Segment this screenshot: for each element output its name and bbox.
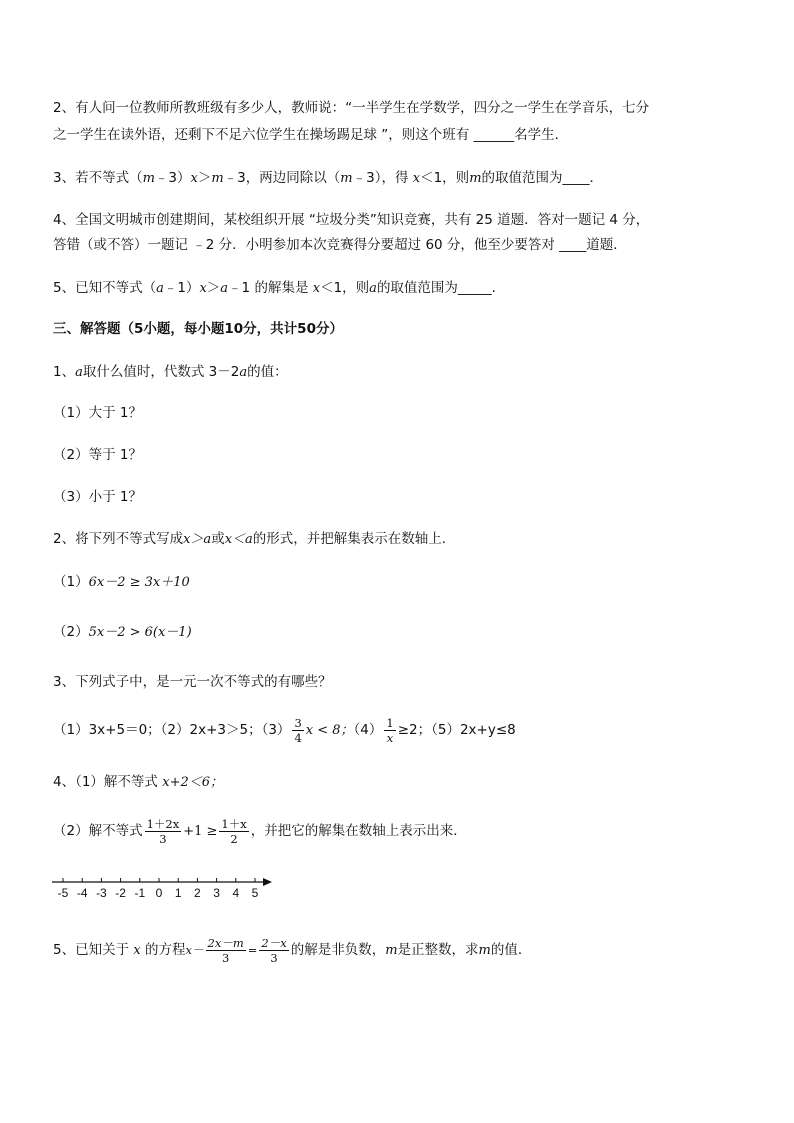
answer-2-sub-2	[53, 621, 764, 644]
number-line-tick-label: -2	[115, 886, 126, 900]
denominator: x	[386, 730, 394, 745]
inequality: 5x－2 > 6(x－1)	[88, 625, 192, 640]
section-3-heading: 三、解答题（5小题，每小题10分，共计50分）	[53, 321, 343, 337]
text: x－	[185, 943, 204, 957]
answer-1-sub-1: （1）大于 1？	[53, 405, 142, 421]
text: 的方程	[140, 942, 186, 958]
equals: =	[247, 943, 258, 957]
answer-question-3: 3、下列式子中，是一元一次不等式的有哪些？	[53, 674, 332, 690]
text: ﹣3），得	[352, 170, 413, 186]
number-line-tick-label: -5	[57, 886, 69, 900]
numerator: 1＋2x	[146, 816, 180, 831]
item-3-label: （3）	[261, 722, 291, 738]
denominator: 4	[294, 730, 302, 745]
question-2-line-2: 之一学生在读外语，还剩下不足六位学生在操场踢足球 ”，则这个班有 ______名学生．	[53, 127, 569, 143]
answer-question-1	[53, 361, 764, 384]
inequality: 6x－2 ≥ 3x＋10	[88, 575, 190, 590]
number-line-tick-label: 5	[251, 886, 259, 900]
number-line-tick-label: -3	[96, 886, 107, 900]
variable: a	[220, 281, 229, 296]
denominator: 3	[159, 831, 167, 846]
text: ，并把它的解集在数轴上表示出来．	[250, 823, 467, 839]
variable: m	[469, 171, 482, 186]
item-2: （2）2x+3＞5；	[160, 722, 262, 738]
variable: x	[312, 281, 321, 296]
text: 是正整数，求	[397, 942, 479, 958]
number-line-tick-label: 0	[155, 886, 163, 900]
text: ﹣3，两边同除以（	[223, 170, 341, 186]
text: ＞	[206, 280, 221, 296]
variable: a	[156, 281, 164, 296]
text: ＞	[197, 170, 212, 186]
text: 的解是非负数，	[290, 942, 386, 958]
variable: m	[340, 171, 353, 186]
answer-3-items	[53, 714, 764, 747]
text: 5、已知关于	[53, 942, 134, 958]
text: +1 ≥	[183, 824, 218, 839]
inline-math: x＜a	[224, 532, 253, 547]
variable: x	[133, 943, 141, 958]
text: 的值：	[247, 364, 288, 380]
item-3-tail: x < 8；	[305, 723, 354, 738]
question-4-line-1: 4、全国文明城市创建期间，某校组织开展 “垃圾分类”知识竞赛，共有 25 道题．答对一题记 4 分，	[53, 212, 650, 228]
variable: x	[190, 171, 198, 186]
numerator: 1＋x	[221, 816, 247, 831]
text: 或	[211, 531, 225, 547]
numerator: 2x－m	[207, 935, 244, 950]
numerator: 2－x	[261, 935, 287, 950]
text: 4、（1）解不等式	[53, 774, 163, 790]
label: （2）	[53, 624, 89, 640]
variable: m	[385, 943, 398, 958]
fraction	[145, 817, 182, 846]
number-line-tick-label: -1	[134, 886, 146, 900]
fraction	[206, 936, 246, 965]
question-2-line-1: 2、有人问一位教师所教班级有多少人，教师说：“一半学生在学数学，四分之一学生在学音乐，七分	[53, 100, 650, 116]
item-4-tail: ≥2；	[397, 722, 432, 738]
item-1: （1）3x+5＝0；	[53, 722, 161, 738]
fraction	[292, 716, 303, 745]
question-3	[53, 167, 764, 190]
number-line-tick-label: 2	[194, 886, 201, 900]
label: （2）解不等式	[53, 823, 143, 839]
number-line-arrow	[263, 878, 272, 886]
text: ﹣1）	[163, 280, 200, 296]
answer-question-5	[53, 933, 764, 968]
inequality: x+2＜6；	[162, 775, 224, 790]
question-5	[53, 277, 764, 300]
text: 的取值范围为_____．	[376, 280, 506, 296]
number-line-tick-label: -4	[76, 886, 88, 900]
variable: a	[369, 281, 377, 296]
text: ﹣1 的解集是	[228, 280, 313, 296]
number-line	[50, 872, 280, 902]
variable: x	[199, 281, 207, 296]
answer-1-sub-2: （2）等于 1？	[53, 447, 142, 463]
text: 的取值范围为____．	[481, 170, 604, 186]
answer-question-4	[53, 771, 764, 794]
label: （1）	[53, 574, 89, 590]
denominator: 2	[230, 831, 238, 846]
text: 取什么值时，代数式 3－2	[82, 364, 240, 380]
variable: m	[142, 171, 155, 186]
question-4-line-2: 答错（或不答）一题记 ﹣2 分．小明参加本次竞赛得分要超过 60 分，他至少要答对 ____道题．	[53, 237, 627, 253]
fraction	[219, 817, 248, 846]
variable: a	[75, 365, 83, 380]
denominator: 3	[270, 950, 278, 965]
text: 5、已知不等式（	[53, 280, 157, 296]
item-5: （5）2x+y≤8	[431, 722, 516, 738]
inline-math: x＞a	[183, 532, 212, 547]
answer-question-2	[53, 528, 764, 551]
answer-4-sub-2	[53, 814, 764, 849]
denominator: 3	[221, 950, 230, 965]
variable: x	[412, 171, 421, 186]
fraction	[384, 716, 395, 745]
number-line-tick-label: 1	[174, 886, 182, 900]
numerator: 3	[294, 715, 302, 730]
text: ＜1，则	[320, 280, 370, 296]
number-line-tick-label: 4	[232, 886, 240, 900]
text: 的形式，并把解集表示在数轴上．	[252, 531, 456, 547]
variable: m	[211, 171, 224, 186]
answer-2-sub-1	[53, 571, 764, 594]
text: ＜1，则	[420, 170, 470, 186]
number-line-tick-label: 3	[213, 886, 220, 900]
text: ﹣3）	[154, 170, 191, 186]
text: 2、将下列不等式写成	[53, 531, 184, 547]
item-4-label: （4）	[353, 722, 383, 738]
text: 3、若不等式（	[53, 170, 143, 186]
text: 的值．	[490, 942, 532, 958]
text: 1、	[53, 364, 76, 380]
answer-1-sub-3: （3）小于 1？	[53, 489, 142, 505]
variable: a	[239, 365, 248, 380]
fraction	[259, 936, 288, 965]
variable: m	[478, 943, 491, 958]
numerator: 1	[386, 715, 394, 730]
